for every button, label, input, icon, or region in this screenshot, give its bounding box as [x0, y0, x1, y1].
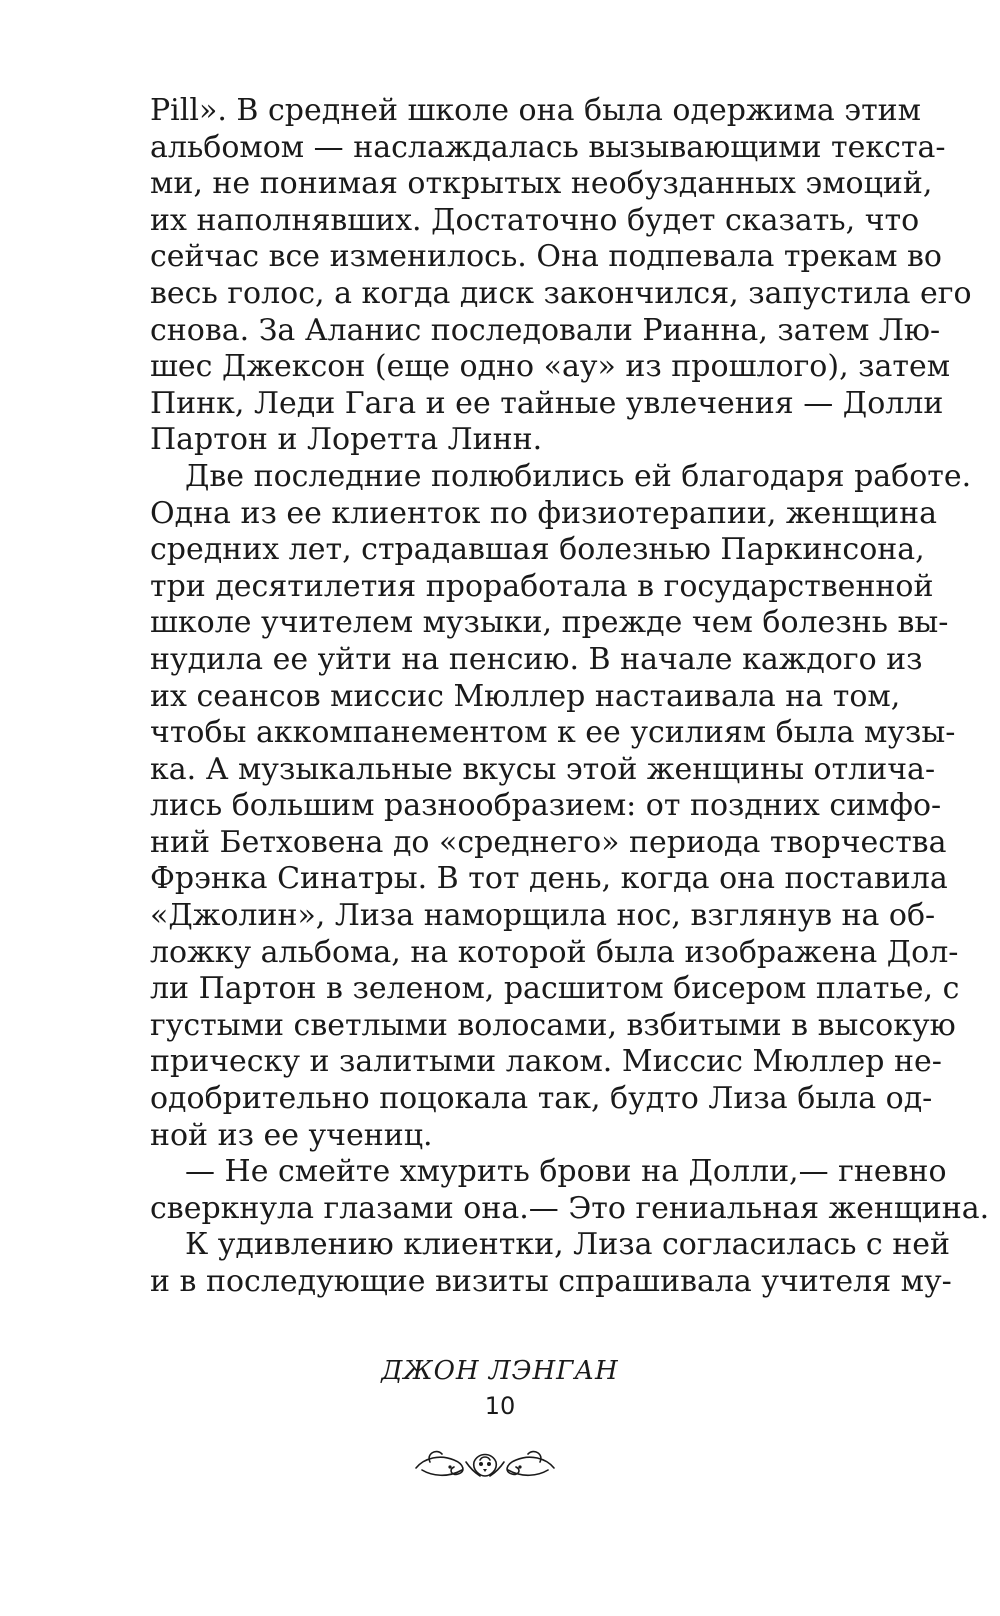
text-line: Партон и Лоретта Линн.: [150, 422, 543, 458]
text-line: Фрэнка Синатры. В тот день, когда она поставила: [150, 861, 948, 897]
text-line: прическу и залитыми лаком. Миссис Мюллер не-: [150, 1044, 942, 1080]
text-line: альбомом — наслаждалась вызывающими текста-: [150, 129, 946, 165]
text-line: три десятилетия проработала в государственной: [150, 568, 934, 604]
text-line: их сеансов миссис Мюллер настаивала на том,: [150, 678, 901, 714]
text-line: лись большим разнообразием: от поздних симфо-: [150, 788, 942, 824]
text-line: «Джолин», Лиза наморщила нос, взглянув на об-: [150, 898, 936, 934]
text-line: густыми светлыми волосами, взбитыми в высокую: [150, 1007, 956, 1043]
text-line: чтобы аккомпанементом к ее усилиям была музы-: [150, 715, 956, 751]
text-line: ной из ее учениц.: [150, 1117, 433, 1153]
text-line: сверкнула глазами она.— Это гениальная женщина.: [150, 1190, 990, 1226]
text-line: К удивлению клиентки, Лиза согласилась с ней: [185, 1227, 951, 1263]
ornament-flourish-icon: [410, 1440, 560, 1484]
text-line: Пинк, Леди Гага и ее тайные увлечения — Долли: [150, 385, 944, 421]
text-line: их наполнявших. Достаточно будет сказать, что: [150, 202, 920, 238]
text-line: сейчас все изменилось. Она подпевала трекам во: [150, 239, 942, 275]
text-line: — Не смейте хмурить брови на Долли,— гневно: [185, 1154, 947, 1190]
text-line: школе учителем музыки, прежде чем болезнь вы-: [150, 605, 949, 641]
text-line: ми, не понимая открытых необузданных эмоций,: [150, 166, 933, 202]
text-line: и в последующие визиты спрашивала учителя му-: [150, 1264, 952, 1299]
text-line: одобрительно поцокала так, будто Лиза была од-: [150, 1081, 933, 1117]
text-line: Одна из ее клиенток по физиотерапии, женщина: [150, 495, 938, 531]
text-line: Pill». В средней школе она была одержима этим: [150, 93, 922, 128]
text-line: нудила ее уйти на пенсию. В начале каждого из: [150, 641, 923, 677]
text-line: средних лет, страдавшая болезнью Паркинсона,: [150, 532, 925, 568]
text-line: весь голос, а когда диск закончился, запустила его: [150, 275, 972, 311]
text-line: снова. За Аланис последовали Рианна, затем Лю-: [150, 312, 941, 348]
page-number: 10: [484, 1392, 516, 1420]
text-line: ли Партон в зеленом, расшитом бисером платье, с: [150, 971, 960, 1007]
text-line: ка. А музыкальные вкусы этой женщины отлича-: [150, 751, 936, 787]
text-line: Две последние полюбились ей благодаря работе.: [185, 458, 972, 494]
running-footer-author: ДЖОН ЛЭНГАН: [381, 1356, 619, 1386]
text-line: шес Джексон (еще одно «ау» из прошлого), затем: [150, 349, 951, 385]
text-line: ложку альбома, на которой была изображена Дол-: [150, 934, 959, 970]
text-line: ний Бетховена до «среднего» периода творчества: [150, 824, 947, 860]
page-body-text: [150, 93, 990, 1301]
